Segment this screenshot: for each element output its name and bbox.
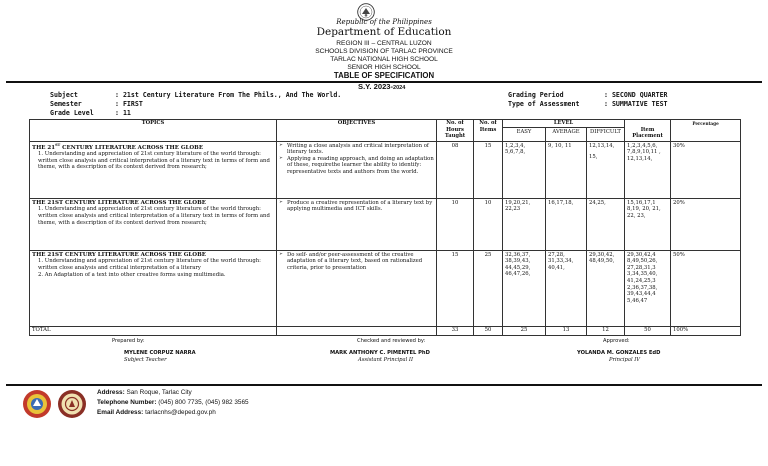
specification-table [29, 119, 741, 336]
table-row [30, 141, 741, 198]
division-line: SCHOOLS DIVISION OF TARLAC PROVINCE [315, 48, 453, 55]
objective-item [279, 200, 434, 213]
header-topics: TOPICS [30, 120, 277, 142]
header-items: No. of Items [474, 120, 503, 142]
topic-title-rest: CENTURY LITERATURE ACROSS THE GLOBE [60, 144, 204, 151]
difficult-cell [587, 141, 625, 198]
objective-item [279, 143, 434, 156]
footer-divider [6, 384, 762, 386]
average-cell: 16,17,18, [546, 198, 587, 250]
email-value: tarlacnhs@deped.gov.ph [143, 409, 216, 416]
school-logo-icon [57, 389, 87, 419]
prepared-label: Prepared by: [112, 338, 145, 344]
header-objectives: OBJECTIVES [277, 120, 437, 142]
arrow-bullet-icon: ➢ [279, 199, 283, 205]
grade-value [115, 110, 131, 117]
topic-description-2: 2. An Adaptation of a text into other creative forms using multimedia. [38, 271, 226, 278]
objective-text: Applying a reading approach, and doing an adaptation of these, requirethe learner the ability to identify: representative texts and authors from the world. [287, 155, 434, 175]
topic-cell [30, 250, 277, 326]
checked-name: MARK ANTHONY C. PIMENTEL PhD [330, 350, 430, 356]
telephone-value: (045) 800 7735, (045) 982 3565 [156, 399, 249, 406]
telephone-label: Telephone Number: [97, 399, 157, 406]
prepared-role: Subject Teacher [124, 357, 167, 363]
topic-title: THE 21ST CENTURY LITERATURE ACROSS THE GLOBE [32, 199, 206, 206]
objectives-cell [277, 141, 437, 198]
address-line [97, 390, 192, 396]
telephone-line [97, 400, 249, 406]
percentage-cell: 50% [671, 250, 741, 326]
total-easy: 25 [503, 326, 546, 335]
easy-cell: 19,20,21, 22,23 [503, 198, 546, 250]
document-title: TABLE OF SPECIFICATION [333, 71, 435, 80]
checked-label: Checked and reviewed by: [357, 338, 426, 344]
header-difficult: DIFFICULT [587, 128, 625, 141]
hours-cell: 08 [437, 141, 474, 198]
table-row [30, 198, 741, 250]
items-cell: 15 [474, 141, 503, 198]
deped-logo-icon [22, 389, 52, 419]
subject-label: Subject [50, 91, 78, 99]
total-percentage: 100% [671, 326, 741, 335]
total-label: TOTAL [30, 326, 277, 335]
table-row [30, 250, 741, 326]
easy-cell: 1,2,3,4, 5,6,7,8, [503, 141, 546, 198]
header-percentage: Percentage [671, 120, 741, 142]
email-label: Email Address: [97, 409, 144, 416]
objective-text: Do self- and/or peer-assessment of the creative adaptation of a literary text, based on rationalized criteria, prior to presentation [287, 251, 423, 271]
header-average: AVERAGE [546, 128, 587, 141]
grade-value-text: : 11 [115, 109, 131, 117]
email-line [97, 410, 216, 416]
topic-description: 1. Understanding and appreciation of 21st century literature of the world through: written close analysis and critical interpretation of a literary [38, 258, 261, 271]
grading-period-value: : SECOND QUARTER [604, 91, 668, 99]
objectives-cell [277, 250, 437, 326]
objectives-cell [277, 198, 437, 250]
grading-period-label: Grading Period [508, 91, 564, 99]
hours-cell: 10 [437, 198, 474, 250]
objective-text: Produce a creative representation of a literary text by applying multimedia and ICT skills. [287, 199, 433, 213]
topic-title: THE 21ST CENTURY LITERATURE ACROSS THE GLOBE [32, 251, 206, 258]
arrow-bullet-icon: ➢ [279, 251, 283, 257]
region-line: REGION III – CENTRAL LUZON [336, 40, 432, 47]
objective-text: Writing a close analysis and critical interpretation of literary texts. [287, 142, 429, 156]
average-cell: 9, 10, 11 [546, 141, 587, 198]
subject-value: : 21st Century Literature From The Phils., And The World. [115, 91, 342, 99]
topic-title-prefix: THE 21 [32, 144, 56, 151]
topic-title-sup: ST [55, 142, 61, 147]
placement-cell: 1,2,3,4,5,6, 7,8,9,10,11 , 12,13,14, [625, 141, 671, 198]
difficult-cell: 24,25, [587, 198, 625, 250]
percentage-cell: 20% [671, 198, 741, 250]
school-year-suffix: 2024 [393, 85, 406, 91]
grade-label: Grade Level [50, 109, 94, 117]
items-cell: 25 [474, 250, 503, 326]
arrow-bullet-icon: ➢ [279, 155, 283, 161]
semester-label: Semester [50, 100, 82, 108]
assessment-label: Type of Assessment [508, 100, 580, 108]
total-items: 50 [474, 326, 503, 335]
republic-line: Republic of the Philippines [336, 18, 432, 26]
assessment-value: : SUMMATIVE TEST [604, 100, 668, 108]
topic-cell [30, 141, 277, 198]
arrow-bullet-icon: ➢ [279, 142, 283, 148]
difficult-text-2: 15, [589, 154, 598, 161]
objective-item [279, 156, 434, 176]
school-year-prefix: S.Y. 2023- [358, 82, 394, 91]
school-level: SENIOR HIGH SCHOOL [347, 64, 421, 71]
prepared-name: MYLENE CORPUZ NARRA [124, 350, 196, 356]
total-row [30, 326, 741, 335]
topic-title [32, 143, 274, 152]
difficult-text: 12,13,14, [589, 142, 615, 149]
difficult-cell: 29,30,42, 48,49,50, [587, 250, 625, 326]
checked-role: Assistant Principal II [358, 357, 413, 363]
total-placement: 50 [625, 326, 671, 335]
approved-name: YOLANDA M. GONZALES EdD [577, 350, 661, 356]
total-difficult: 12 [587, 326, 625, 335]
department-name: Department of Education [316, 26, 452, 38]
school-year [358, 83, 405, 92]
objective-item [279, 252, 434, 272]
address-value: San Roque, Tarlac City [124, 389, 192, 396]
address-label: Address: [97, 389, 125, 396]
header-placement: Item Placement [625, 120, 671, 142]
topic-cell [30, 198, 277, 250]
header-level: LEVEL [503, 120, 625, 128]
placement-cell: 29,30,42,4 8,49,50,26, 27,28,31,3 3,34,35,40, 41,24,25,3 2,36,37,38, 39,43,44,4 5,46,47 [625, 250, 671, 326]
items-cell: 10 [474, 198, 503, 250]
total-average: 13 [546, 326, 587, 335]
header-easy: EASY [503, 128, 546, 141]
hours-cell: 15 [437, 250, 474, 326]
approved-label: Approved: [603, 338, 630, 344]
topic-description: 1. Understanding and appreciation of 21st century literature of the world through: written close analysis and critical interpretation of a literary text in terms of form and theme, with a description of its context derived from research; [38, 206, 270, 226]
semester-value: : FIRST [115, 100, 143, 108]
total-hours: 33 [437, 326, 474, 335]
approved-role: Principal IV [609, 357, 641, 363]
placement-cell: 15,16,17,1 8,19, 20, 21, 22, 23, [625, 198, 671, 250]
percentage-cell: 30% [671, 141, 741, 198]
topic-description: 1. Understanding and appreciation of 21st century literature of the world through: written close analysis and critical interpretation of a literary text in terms of form and theme, with a description of its context derived from research; [38, 151, 270, 171]
average-cell: 27,28, 31,33,34, 40,41, [546, 250, 587, 326]
header-hours: No. of Hours Taught [437, 120, 474, 142]
total-objectives [277, 326, 437, 335]
school-name: TARLAC NATIONAL HIGH SCHOOL [330, 56, 438, 63]
easy-cell: 32,36,37, 38,39,43, 44,45,29, 46,47,26, [503, 250, 546, 326]
